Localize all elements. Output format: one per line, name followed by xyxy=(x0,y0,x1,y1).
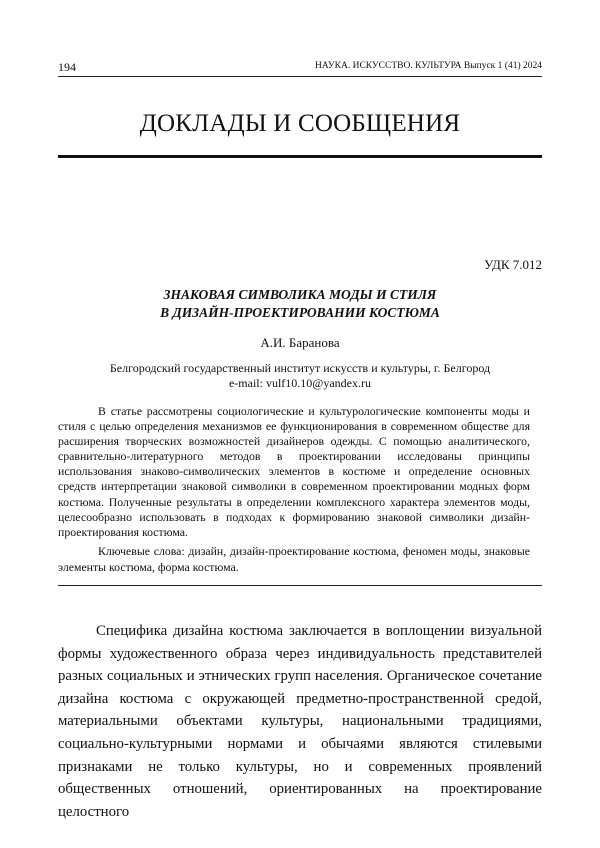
article-title xyxy=(58,286,542,322)
article-title-line-1: ЗНАКОВАЯ СИМВОЛИКА МОДЫ И СТИЛЯ xyxy=(58,286,542,304)
page-number: 194 xyxy=(58,60,76,75)
udc-code: УДК 7.012 xyxy=(484,257,542,273)
section-divider xyxy=(58,155,542,158)
header-divider xyxy=(58,76,542,77)
author-name: А.И. Баранова xyxy=(58,335,542,351)
journal-page xyxy=(0,0,600,848)
journal-title: НАУКА. ИСКУССТВО. КУЛЬТУРА Выпуск 1 (41) 2024 xyxy=(315,61,542,71)
author-affiliation-block xyxy=(58,361,542,391)
running-header xyxy=(58,60,542,75)
abstract: В статье рассмотрены социологические и культурологические компоненты моды и стиля с целью определения механизмов ее функционирования в современном обществе для расширения творческих возможностей дизайнеров одежды. С помощью аналитического, сравнительно-литературного методов в проектировании исследованы принципы использования знаково-символических элементов в костюме и определение основных средств интерпретации знаковой символики в современном проектировании модных форм костюма. Полученные результаты в определении комплексного характера элементов моды, целесообразно использовать в подходах к формированию знаковой символики дизайн-проектирования костюма. xyxy=(58,404,530,540)
section-title: ДОКЛАДЫ И СООБЩЕНИЯ xyxy=(58,110,542,138)
article-title-line-2: В ДИЗАЙН-ПРОЕКТИРОВАНИИ КОСТЮМА xyxy=(58,304,542,322)
keywords: Ключевые слова: дизайн, дизайн-проектирование костюма, феномен моды, знаковые элементы костюма, форма костюма. xyxy=(58,543,530,575)
abstract-divider xyxy=(58,585,542,586)
affiliation: Белгородский государственный институт искусств и культуры, г. Белгород xyxy=(58,361,542,376)
body-paragraph: Специфика дизайна костюма заключается в воплощении визуальной формы художественного образа через индивидуальность представителей разных социальных и этнических групп населения. Органическое сочетание дизайна костюма с окружающей предметно-пространственной средой, материальными объектами культуры, национальными традициями, социально-культурными нормами и обычаями являются стилевыми признаками не только культуры, но и современных проявлений общественных отношений, ориентированных на проектирование целостного xyxy=(58,620,542,823)
author-email: e-mail: vulf10.10@yandex.ru xyxy=(58,376,542,391)
